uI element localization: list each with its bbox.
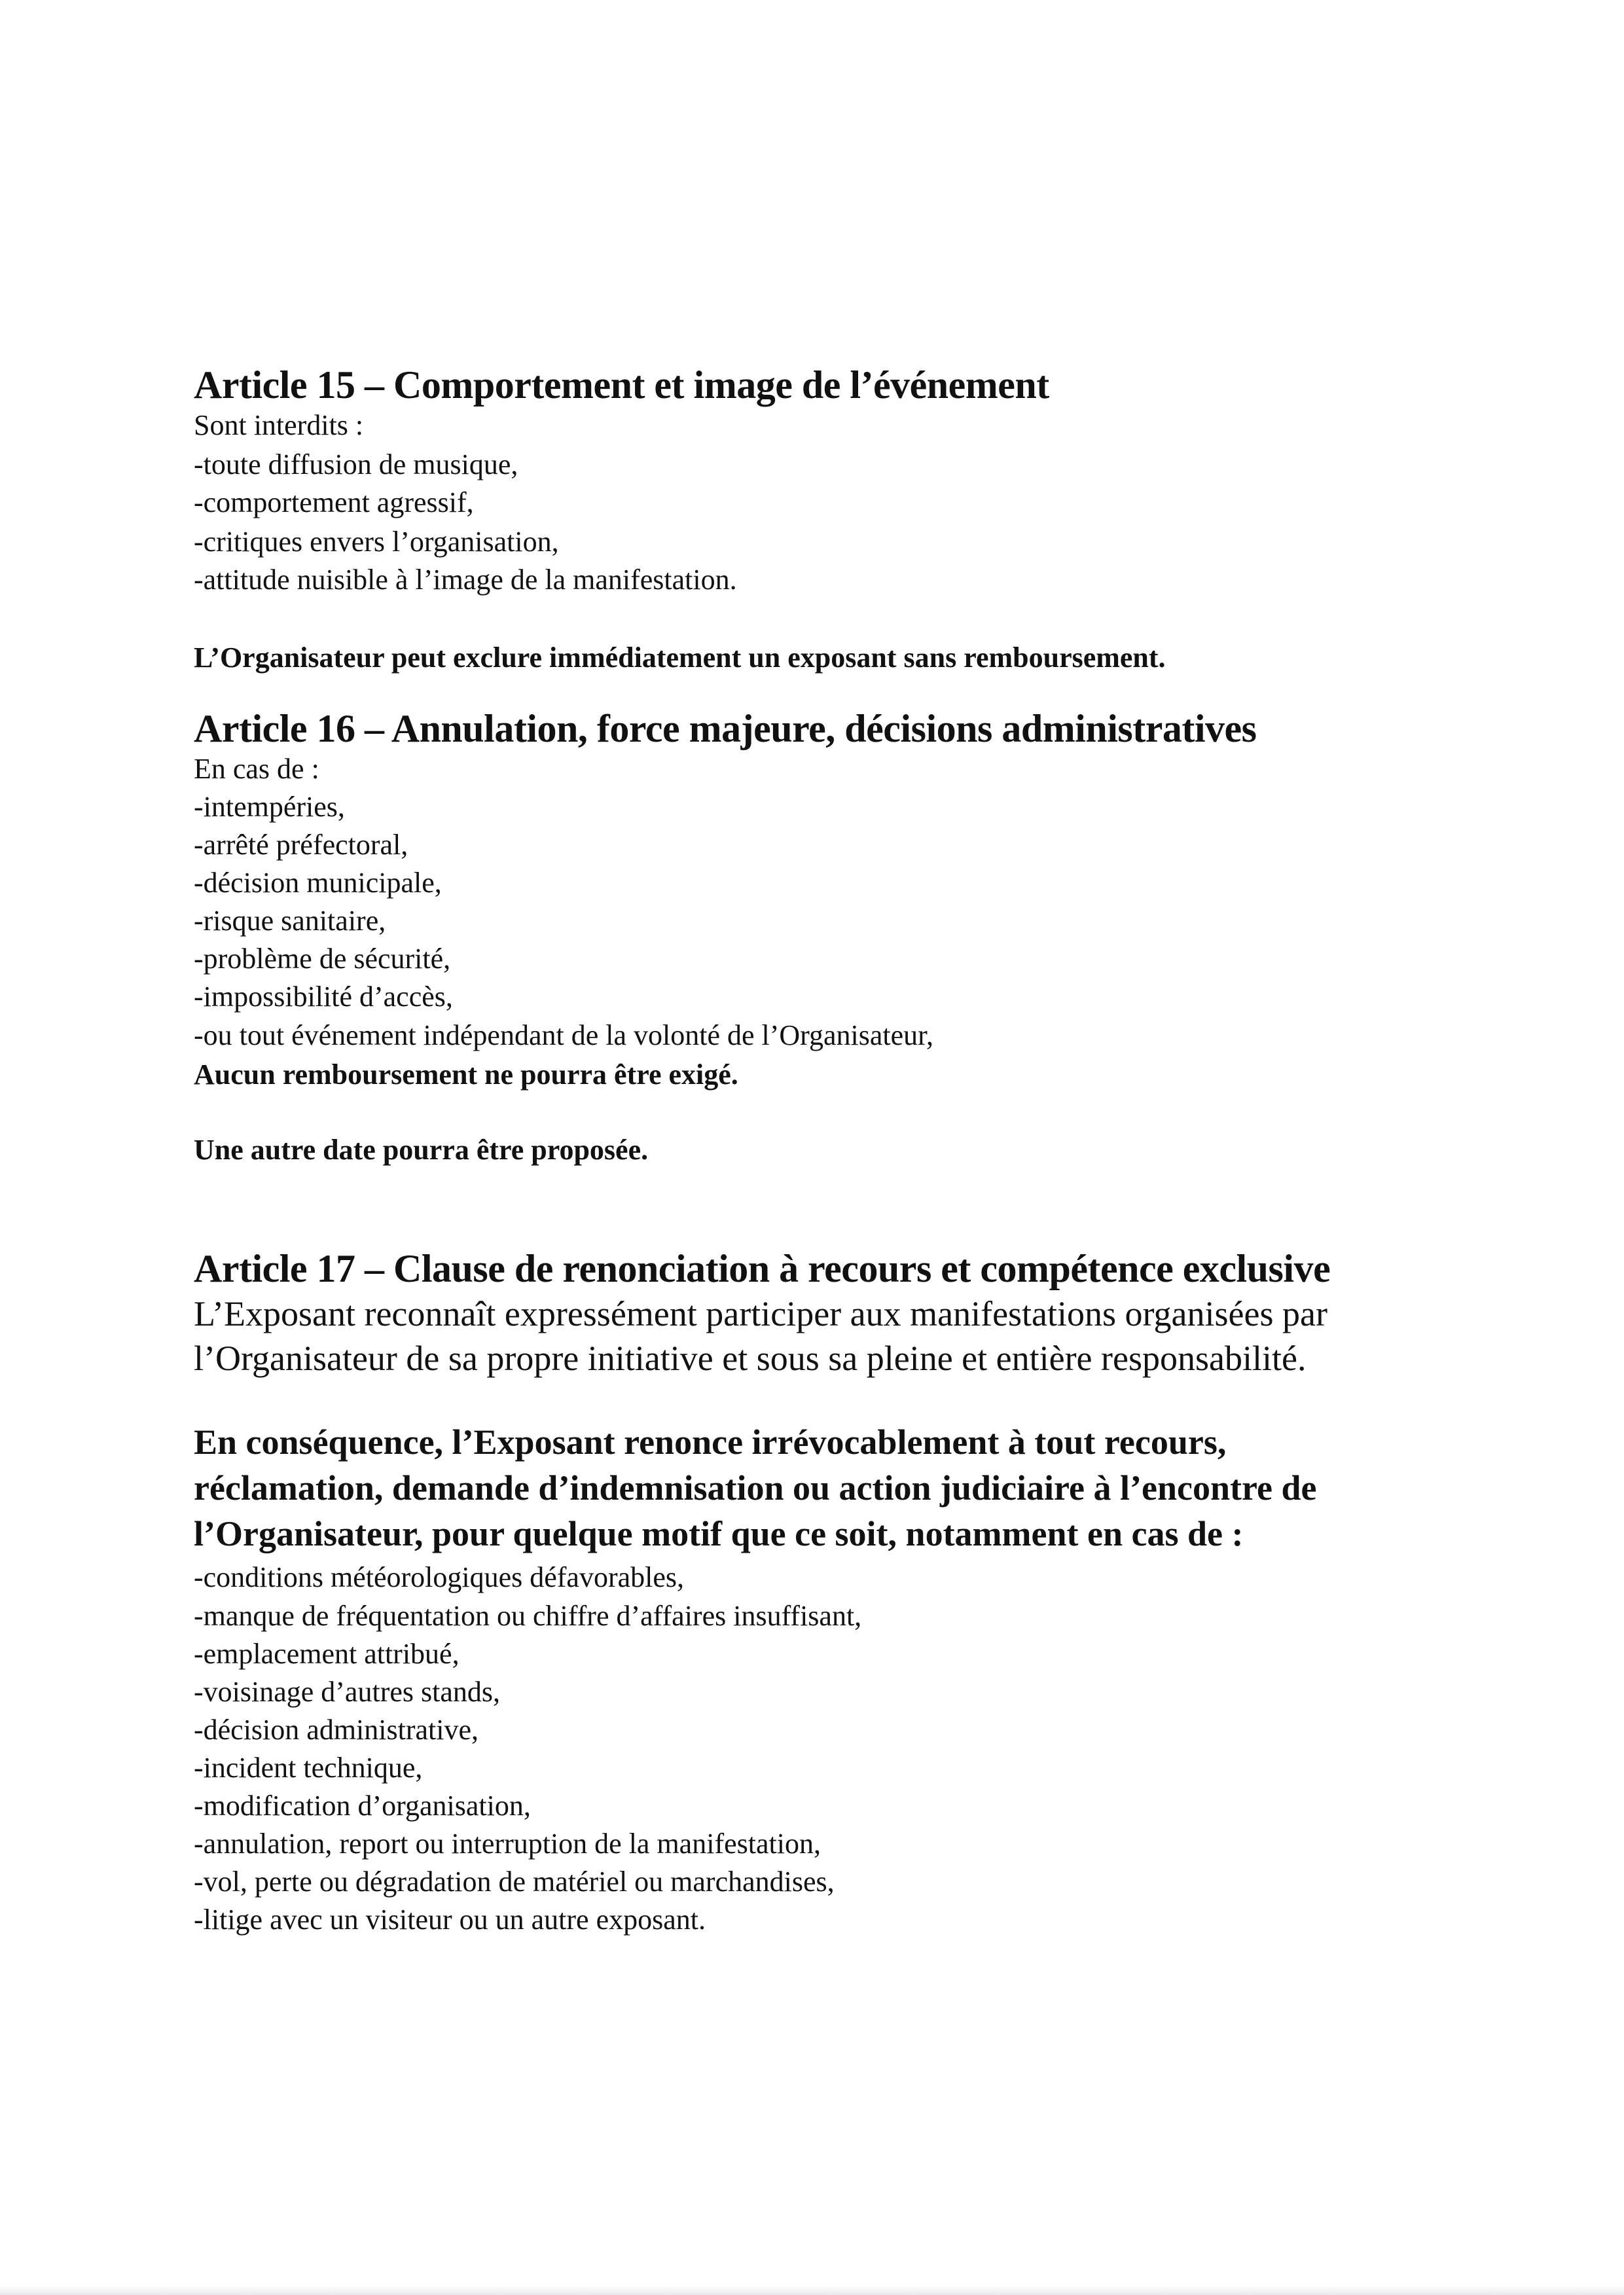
list-item: -arrêté préfectoral, bbox=[194, 829, 408, 861]
list-item: -incident technique, bbox=[194, 1752, 423, 1784]
list-item: -toute diffusion de musique, bbox=[194, 448, 518, 480]
list-item: -modification d’organisation, bbox=[194, 1790, 531, 1822]
list-item: -emplacement attribué, bbox=[194, 1638, 460, 1670]
list-item: -risque sanitaire, bbox=[194, 905, 386, 937]
list-item: -critiques envers l’organisation, bbox=[194, 526, 559, 558]
article-17-paragraph-2-line: En conséquence, l’Exposant renonce irrévocablement à tout recours, bbox=[194, 1422, 1227, 1462]
list-item: -décision municipale, bbox=[194, 867, 442, 899]
list-item: -litige avec un visiteur ou un autre exposant. bbox=[194, 1904, 706, 1936]
scan-edge bbox=[0, 2286, 1624, 2295]
article-17-paragraph-1-line: l’Organisateur de sa propre initiative et sous sa pleine et entière responsabilité. bbox=[194, 1339, 1307, 1378]
article-16-note: Une autre date pourra être proposée. bbox=[194, 1134, 649, 1166]
article-15-title: Article 15 – Comportement et image de l’événement bbox=[194, 363, 1049, 407]
list-item: -vol, perte ou dégradation de matériel ou marchandises, bbox=[194, 1866, 835, 1898]
article-17-paragraph-2-line: réclamation, demande d’indemnisation ou action judiciaire à l’encontre de bbox=[194, 1468, 1317, 1508]
article-16-intro: En cas de : bbox=[194, 753, 319, 785]
article-15-intro: Sont interdits : bbox=[194, 409, 364, 441]
list-item: -annulation, report ou interruption de la manifestation, bbox=[194, 1828, 821, 1860]
article-16-title: Article 16 – Annulation, force majeure, décisions administratives bbox=[194, 707, 1257, 750]
list-item: -attitude nuisible à l’image de la manifestation. bbox=[194, 564, 737, 596]
article-17-paragraph-2-line: l’Organisateur, pour quelque motif que ce soit, notamment en cas de : bbox=[194, 1514, 1244, 1553]
list-item: -comportement agressif, bbox=[194, 486, 474, 518]
list-item: -ou tout événement indépendant de la volonté de l’Organisateur, bbox=[194, 1019, 934, 1051]
list-item: -conditions météorologiques défavorables, bbox=[194, 1561, 685, 1593]
list-item: -problème de sécurité, bbox=[194, 943, 451, 975]
list-item: -manque de fréquentation ou chiffre d’affaires insuffisant, bbox=[194, 1600, 862, 1632]
article-17-paragraph-1-line: L’Exposant reconnaît expressément participer aux manifestations organisées par bbox=[194, 1294, 1327, 1333]
list-item: -voisinage d’autres stands, bbox=[194, 1676, 500, 1708]
article-16-conclusion: Aucun remboursement ne pourra être exigé. bbox=[194, 1058, 738, 1091]
list-item: -impossibilité d’accès, bbox=[194, 981, 453, 1013]
list-item: -décision administrative, bbox=[194, 1714, 478, 1746]
article-17-title: Article 17 – Clause de renonciation à recours et compétence exclusive bbox=[194, 1247, 1331, 1290]
list-item: -intempéries, bbox=[194, 791, 345, 823]
article-15-note: L’Organisateur peut exclure immédiatement un exposant sans remboursement. bbox=[194, 642, 1166, 674]
